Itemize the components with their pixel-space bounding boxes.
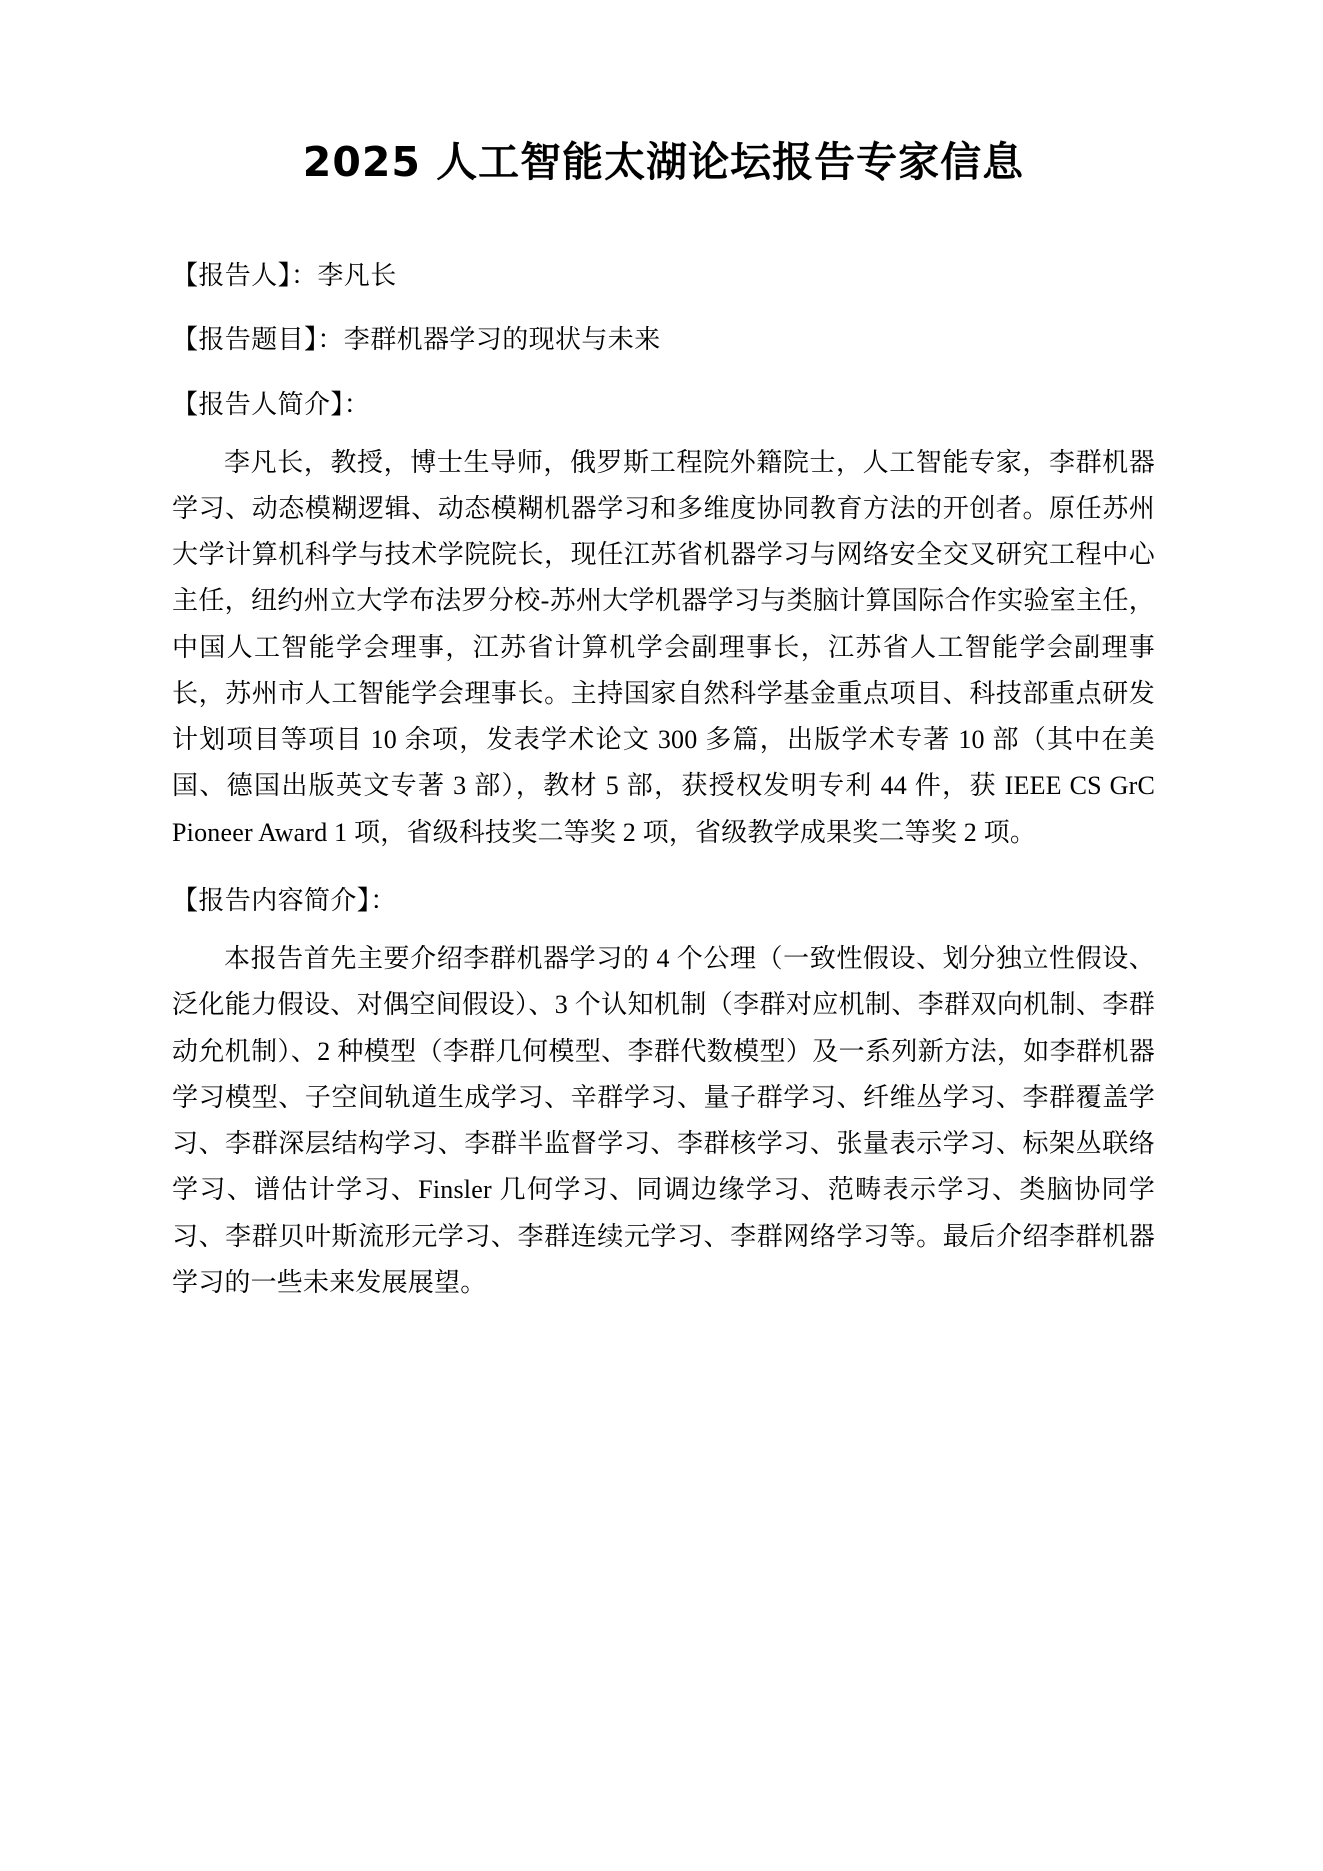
bio-heading: 【报告人简介】： xyxy=(172,389,371,419)
title-spacer xyxy=(172,189,1155,255)
page-title: 2025 人工智能太湖论坛报告专家信息 xyxy=(302,138,1025,186)
topic-field: 【报告题目】：李群机器学习的现状与未来 xyxy=(172,325,661,355)
abstract-paragraph: 本报告首先主要介绍李群机器学习的 4 个公理（一致性假设、划分独立性假设、泛化能力假设、对偶空间假设）、3 个认知机制（李群对应机制、李群双向机制、李群动允机制）、2 种模型（李群几何模型、李群代数模型）及一系列新方法，如李群机器学习模型、子空间轨道生成学习、辛群学习、量子群学习、纤维丛学习、李群覆盖学习、李群深层结构学习、李群半监督学习、李群核学习、张量表示学习、标架丛联络学习、谱估计学习、Finsler 几何学习、同调边缘学习、范畴表示学习、类脑协同学习、李群贝叶斯流形元学习、李群连续元学习、李群网络学习等。最后介绍李群机器学习的一些未来发展展望。 xyxy=(172,944,1155,1297)
section-gap xyxy=(172,866,1155,880)
bio-paragraph: 李凡长，教授，博士生导师，俄罗斯工程院外籍院士，人工智能专家，李群机器学习、动态模糊逻辑、动态模糊机器学习和多维度协同教育方法的开创者。原任苏州大学计算机科学与技术学院院长，现任江苏省机器学习与网络安全交叉研究工程中心主任，纽约州立大学布法罗分校-苏州大学机器学习与类脑计算国际合作实验室主任，中国人工智能学会理事，江苏省计算机学会副理事长，江苏省人工智能学会副理事长，苏州市人工智能学会理事长。主持国家自然科学基金重点项目、科技部重点研发计划项目等项目 10 余项，发表学术论文 300 多篇，出版学术专著 10 部（其中在美国、德国出版英文专著 3 部），教材 5 部，获授权发明专利 44 件，获 IEEE CS GrC Pioneer Award 1 项，省级科技奖二等奖 2 项，省级教学成果奖二等奖 2 项。 xyxy=(172,447,1155,847)
abstract-heading: 【报告内容简介】： xyxy=(172,886,397,916)
speaker-field: 【报告人】：李凡长 xyxy=(172,261,397,291)
